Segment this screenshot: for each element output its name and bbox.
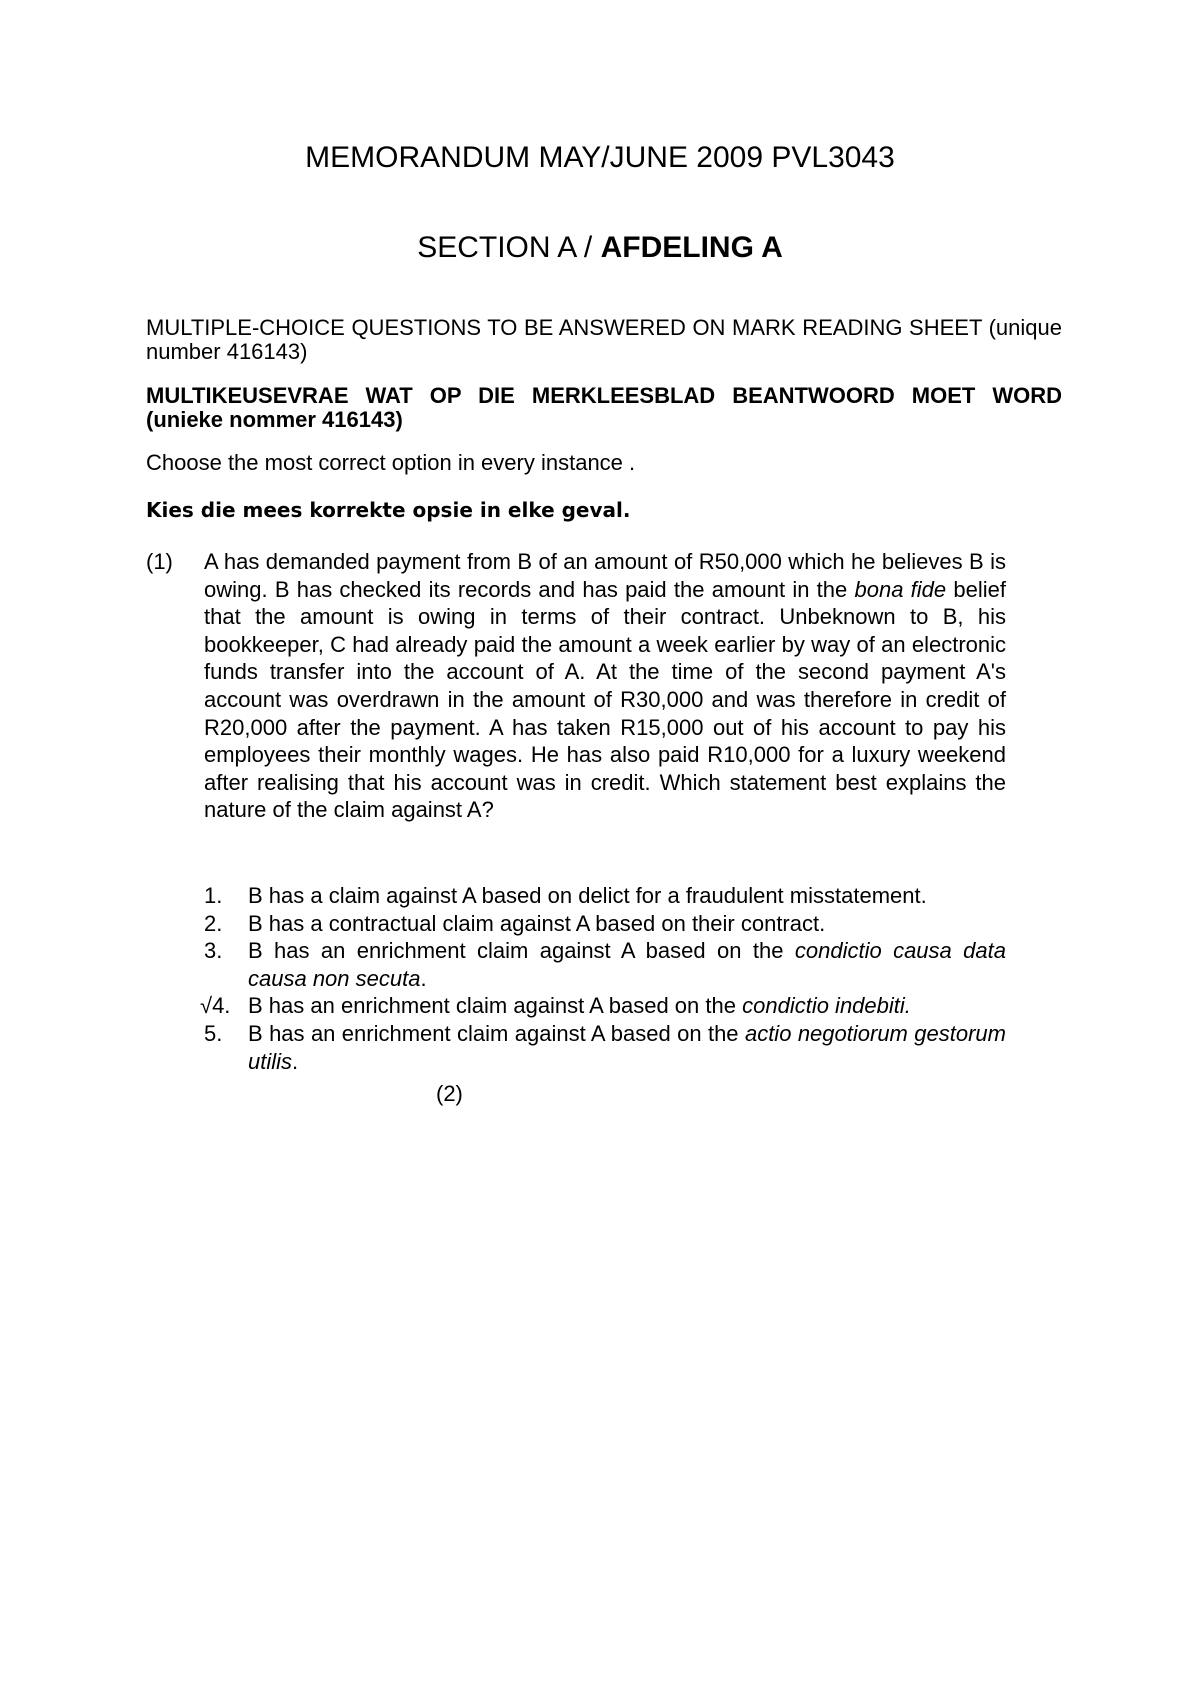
option-4-correct [200,992,1006,1020]
question-text-italic: bona fide [854,576,947,602]
option-text: B has a claim against A based on delict for a fraudulent misstatement. [248,883,927,908]
option-text: B has an enrichment claim against A based on the [248,993,736,1019]
instruction-choose-afrikaans: Kies die mees korrekte opsie in elke geval. [146,498,631,522]
question-text-part2: belief that the amount is owing in terms of their contract. Unbeknown to B, his bookkeeper, C had already paid the amount a week earlier by way of an electronic funds transfer into the account of A. At the time of the second payment A's account was overdrawn in the amount of R30,000 and was therefore in credit of R20,000 after the payment. A has taken R15,000 out of his account to pay his employees their monthly wages. He has also paid R10,000 for a luxury weekend after realising that his account was in credit. Which statement best explains the nature of the claim against A? [204,576,1006,823]
option-2 [204,910,1006,938]
instruction-choose-english: Choose the most correct option in every instance . [146,450,636,475]
option-text-italic: condictio causa data causa non secuta [248,938,1006,991]
document-title: MEMORANDUM MAY/JUNE 2009 PVL3043 [305,141,895,174]
instruction-mcq-afrikaans: MULTIKEUSEVRAE WAT OP DIE MERKLEESBLAD BEANTWOORD MOET WORD (unieke nommer 416143) [146,383,1062,432]
question-text-part1: A has demanded payment from B of an amount of R50,000 which he believes B is owing. B has checked its records and has paid the amount in the [204,549,1006,602]
section-heading-english: SECTION A / [417,231,593,264]
question-text [204,548,1006,824]
option-text-italic: condictio indebiti. [742,993,911,1019]
option-text-after: . [292,1048,299,1074]
section-heading [0,230,1200,266]
question-number: (1) [146,549,173,574]
correct-answer-tick-number: √4. [200,993,231,1019]
option-3 [204,937,1006,992]
option-5 [204,1020,1006,1075]
option-text-after: . [420,965,427,991]
option-1 [204,882,1006,910]
option-number: 1. [204,883,223,908]
option-text-italic: actio negotiorum gestorum utilis [248,1020,1006,1074]
option-number: 3. [204,938,223,964]
instruction-mcq-english: MULTIPLE-CHOICE QUESTIONS TO BE ANSWERED ON MARK READING SHEET (unique number 416143) [146,315,1062,364]
option-text: B has a contractual claim against A based on their contract. [248,910,826,936]
option-text: B has an enrichment claim against A based on the [248,938,784,964]
section-heading-afrikaans: AFDELING A [600,231,783,264]
answer-options [200,882,1006,1075]
option-text: B has an enrichment claim against A based on the [248,1020,739,1046]
question-marks: (2) [436,1081,463,1106]
option-number: 2. [204,910,223,936]
option-number: 5. [204,1020,223,1046]
